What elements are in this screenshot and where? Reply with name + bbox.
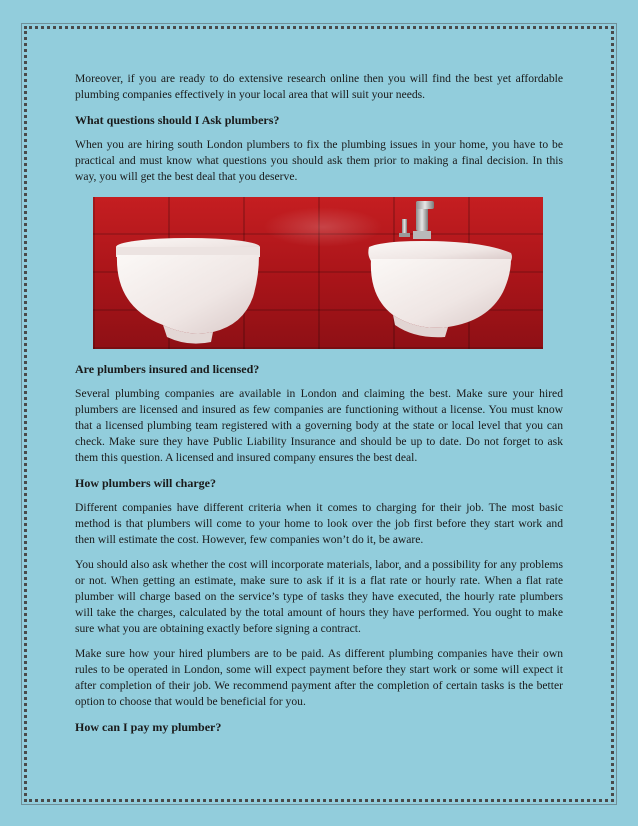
- heading-charge: How plumbers will charge?: [75, 476, 216, 490]
- paragraph-cost: You should also ask whether the cost will incorporate materials, labor, and a possibility for any problems or not. When getting an estimate, make sure to ask if it is a flat rate or hourly rate. When a flat rate plumber will charge based on the service’s type of tasks they have executed, the hourly rate plumbers will take the charges, calculated by the total amount of hours they have performed. You ought to make sure what you are obtaining exactly before signing a contract.: [75, 558, 563, 635]
- toilet: [116, 238, 260, 344]
- heading-pay: How can I pay my plumber?: [75, 720, 222, 734]
- paragraph-hiring: When you are hiring south London plumbers to fix the plumbing issues in your home, you have to be practical and must know what questions you should ask them prior to making a final decision. In this way, you will get the best deal that you deserve.: [75, 138, 563, 183]
- paragraph-payment: Make sure how your hired plumbers are to be paid. As different plumbing companies have their own rules to be operated in London, some will expect payment before they start work or some will expect it after completion of their job. We recommend payment after the completion of certain tasks is the better option to choose that would be beneficial for you.: [75, 647, 563, 708]
- heading-questions: What questions should I Ask plumbers?: [75, 113, 280, 127]
- paragraph-criteria: Different companies have different criteria when it comes to charging for their job. The most basic method is that plumbers will come to your home to look over the job first before they start work and then will estimate the cost. However, few companies won’t do it, be aware.: [75, 501, 563, 546]
- toilet-and-bidet-photo: [93, 197, 543, 349]
- paragraph-intro: Moreover, if you are ready to do extensive research online then you will find the best yet affordable plumbing companies effectively in your local area that will suit your needs.: [75, 72, 563, 101]
- document-body: [75, 71, 563, 744]
- faucet: [399, 201, 434, 239]
- paragraph-insured: Several plumbing companies are available in London and claiming the best. Make sure your hired plumbers are licensed and insured as few companies are functioning without a license. You must know that a licensed plumbing team registered with a governing body at the state or local level that you can check. Make sure they have Public Liability Insurance and should be up to date. Do not forget to ask them this question. A licensed and insured company ensures the best deal.: [75, 387, 563, 464]
- bidet: [368, 241, 512, 337]
- fixtures-illustration: [93, 197, 543, 349]
- heading-insured: Are plumbers insured and licensed?: [75, 362, 260, 376]
